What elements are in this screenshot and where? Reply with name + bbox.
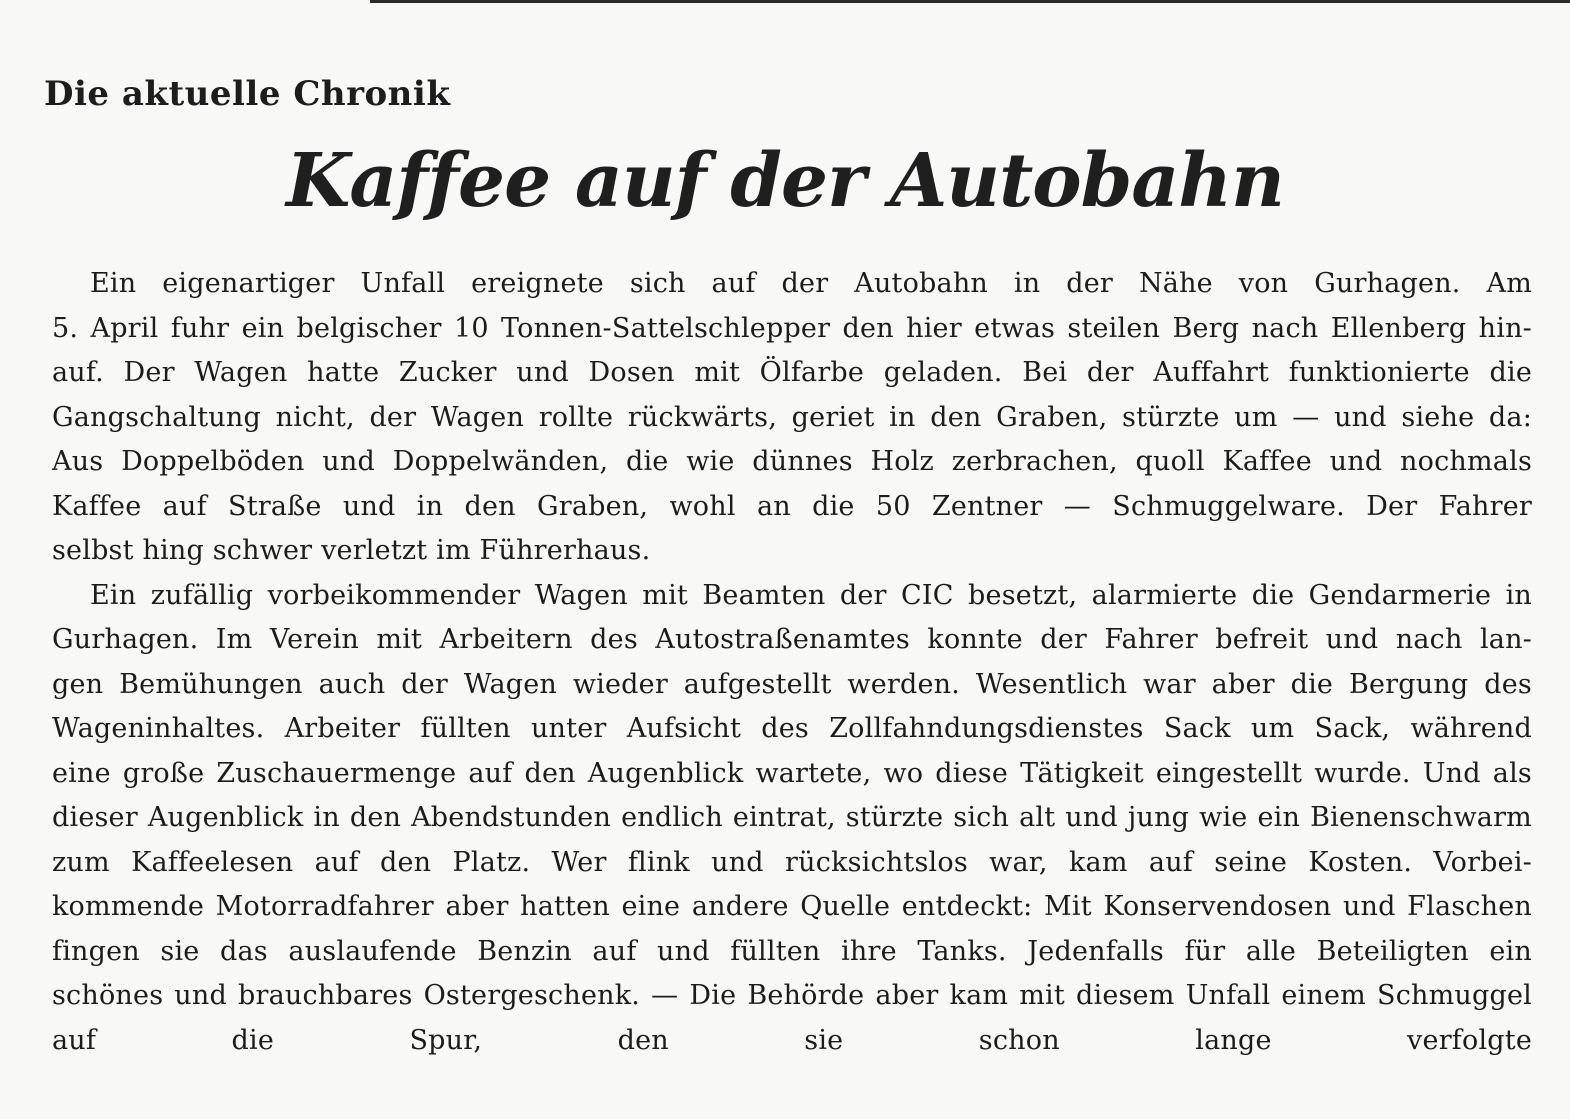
text-line: zum Kaffeelesen auf den Platz. Wer flink und rücksichtslos war, kam auf seine Kosten. Vorbei-: [52, 846, 1532, 878]
text-line: auf die Spur, den sie schon lange verfolgte: [52, 1024, 1532, 1056]
text-line: dieser Augenblick in den Abendstunden endlich eintrat, stürzte sich alt und jung wie ein Bienenschwarm: [52, 802, 1532, 833]
text-line: Gurhagen. Im Verein mit Arbeitern des Autostraßenamtes konnte der Fahrer befreit und nach lan-: [52, 624, 1532, 655]
text-line: [52, 1063, 1532, 1108]
text-line: kommende Motorradfahrer aber hatten eine andere Quelle entdeckt: Mit Konservendosen und Flaschen: [52, 891, 1532, 922]
top-rule: [370, 0, 1570, 3]
text-line: Wageninhaltes. Arbeiter füllten unter Aufsicht des Zollfahndungsdienstes Sack um Sack, während: [52, 713, 1532, 744]
text-line: 5. April fuhr ein belgischer 10 Tonnen-Sattelschlepper den hier etwas steilen Berg nach Ellenberg hin-: [52, 312, 1532, 344]
article-body: [52, 262, 1532, 1108]
text-line: schönes und brauchbares Ostergeschenk. — Die Behörde aber kam mit diesem Unfall einem Schmuggel: [52, 980, 1532, 1011]
text-line: Aus Doppelböden und Doppelwänden, die wie dünnes Holz zerbrachen, quoll Kaffee und nochmals: [52, 446, 1532, 477]
text-line: fingen sie das auslaufende Benzin auf und füllten ihre Tanks. Jedenfalls für alle Beteiligten ein: [52, 935, 1532, 967]
text-line: Kaffee auf Straße und in den Graben, wohl an die 50 Zentner — Schmuggelware. Der Fahrer: [52, 490, 1532, 522]
article-headline: Kaffee auf der Autobahn: [286, 138, 1284, 224]
text-line: selbst hing schwer verletzt im Führerhaus.: [52, 535, 651, 566]
text-line: Ein eigenartiger Unfall ereignete sich auf der Autobahn in der Nähe von Gurhagen. Am: [90, 268, 1532, 299]
text-line: auf. Der Wagen hatte Zucker und Dosen mit Ölfarbe geladen. Bei der Auffahrt funktionierte die: [52, 357, 1532, 388]
text-line: eine große Zuschauermenge auf den Augenblick wartete, wo diese Tätigkeit eingestellt wurde. Und als: [52, 757, 1532, 789]
article-paragraph: [52, 574, 1532, 1108]
article-paragraph: [52, 262, 1532, 574]
text-line: Gangschaltung nicht, der Wagen rollte rückwärts, geriet in den Graben, stürzte um — und siehe da:: [52, 401, 1532, 433]
text-line: Ein zufällig vorbeikommender Wagen mit Beamten der CIC besetzt, alarmierte die Gendarmerie in: [90, 579, 1532, 611]
text-line: gen Bemühungen auch der Wagen wieder aufgestellt werden. Wesentlich war aber die Bergung des: [52, 668, 1532, 700]
section-heading: Die aktuelle Chronik: [44, 74, 451, 114]
